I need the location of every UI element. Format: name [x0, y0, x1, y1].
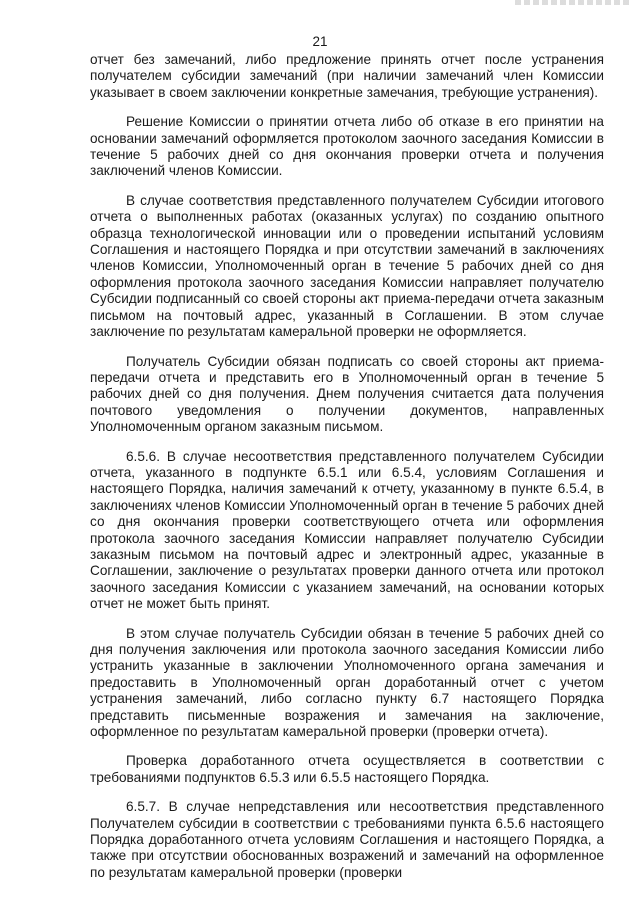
document-body — [90, 52, 604, 894]
paragraph-recipient-obligation: Получатель Субсидии обязан подписать со своей стороны акт приема-передачи отчета и представить его в Уполномоченный орган в течение 5 рабочих дней со дня получения. Днем получения считается дата получения почтового уведомления о получении документов, направленных Уполномоченным органом заказным письмом. — [90, 353, 604, 435]
paragraph-rework-obligation: В этом случае получатель Субсидии обязан в течение 5 рабочих дней со дня получения заключения или протокола заочного заседания Комиссии либо устранить указанные в заключении Уполномоченного органа замечания и предоставить в Уполномоченный орган доработанный отчет с учетом устранения замечаний, либо согласно пункту 6.7 настоящего Порядка представить письменные возражения и замечания на заключение, оформленное по результатам камеральной проверки (проверки отчета). — [90, 625, 604, 740]
paragraph-6-5-6: 6.5.6. В случае несоответствия представленного получателем Субсидии отчета, указанного в подпункте 6.5.1 или 6.5.4, условиям Соглашения и настоящего Порядка, наличия замечаний к отчету, указанному в пункте 6.5.4, в заключениях членов Комиссии Уполномоченный орган в течение 5 рабочих дней со дня окончания проверки соответствующего отчета или оформления протокола заочного заседания Комиссии направляет получателю Субсидии заказным письмом на почтовый адрес и электронный адрес, указанные в Соглашении, заключение о результатах проверки данного отчета или протокол заочного заседания Комиссии с указанием замечаний, на основании которых отчет не может быть принят. — [90, 448, 604, 612]
paragraph-6-5-7: 6.5.7. В случае непредставления или несоответствия представленного Получателем субсидии в соответствии с требованиями пункта 6.5.6 настоящего Порядка доработанного отчета условиям Соглашения и настоящего Порядка, а также при отсутствии обоснованных возражений и замечаний на оформленное по результатам камеральной проверки (проверки — [90, 799, 604, 880]
paragraph-continuation: отчет без замечаний, либо предложение принять отчет после устранения получателем субсидии замечаний (при наличии замечаний член Комиссии указывает в своем заключении конкретные замечания, требующие устранения). — [90, 52, 604, 100]
scan-header-mark — [515, 0, 630, 5]
paragraph-commission-decision: Решение Комиссии о принятии отчета либо об отказе в его принятии на основании замечаний оформляется протоколом заочного заседания Комиссии в течение 5 рабочих дней со дня окончания проверки отчета и получения заключений членов Комиссии. — [90, 114, 604, 179]
page-number: 21 — [312, 34, 328, 49]
paragraph-rework-check: Проверка доработанного отчета осуществляется в соответствии с требованиями подпунктов 6.5.3 или 6.5.5 настоящего Порядка. — [90, 753, 604, 785]
paragraph-report-compliance: В случае соответствия представленного получателем Субсидии итогового отчета о выполненных работах (оказанных услугах) по созданию опытного образца технологической инновации или о проведении испытаний условиям Соглашения и настоящего Порядка и при отсутствии замечаний в заключениях членов Комиссии, Уполномоченный орган в течение 5 рабочих дней со дня оформления протокола заочного заседания Комиссии направляет получателю Субсидии подписанный со своей стороны акт приема-передачи отчета заказным письмом на почтовый адрес, указанный в Соглашении. В этом случае заключение по результатам камеральной проверки не оформляется. — [90, 192, 604, 340]
